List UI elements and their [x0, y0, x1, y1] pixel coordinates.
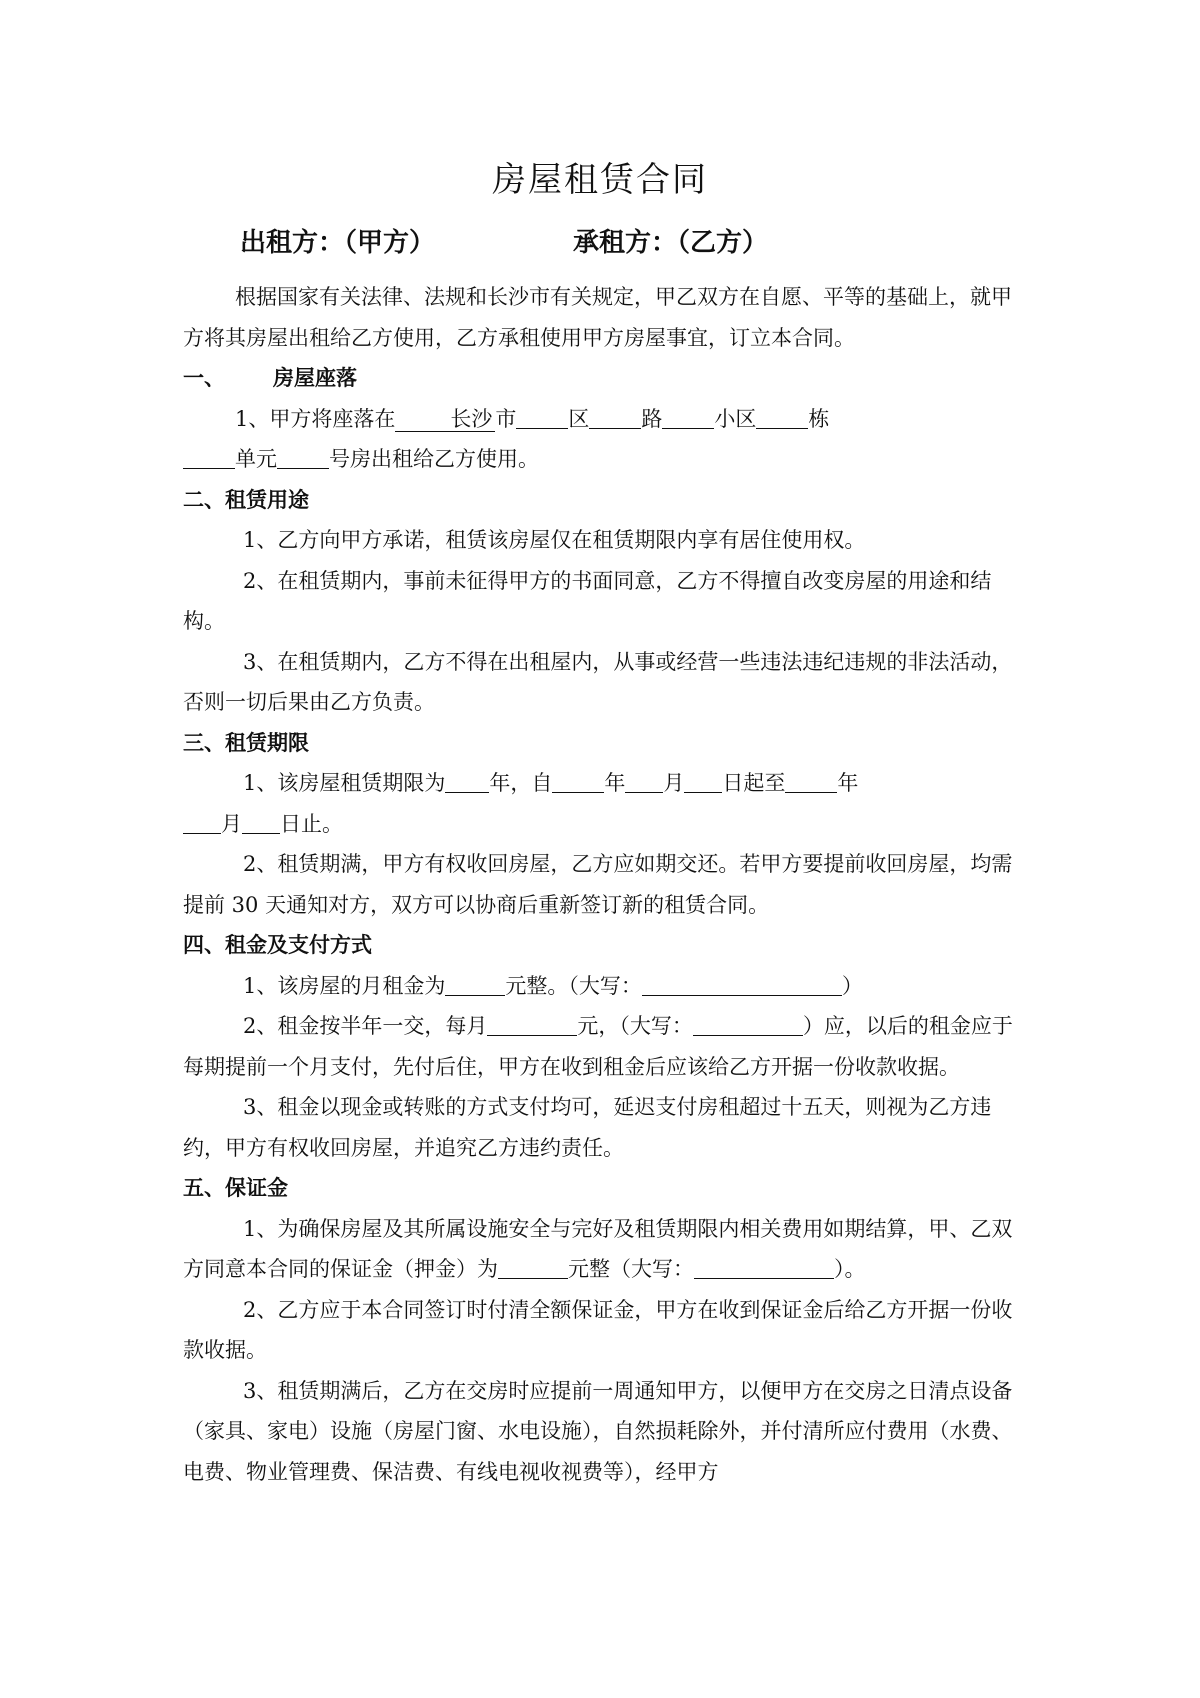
clause-text: 号房出租给乙方使用。 [329, 447, 539, 471]
start-year-blank [552, 771, 604, 793]
clause-text: ）应，以后的租金应于每期提前一个月支付，先付后住，甲方在收到租金后应该给乙方开据一份收款收据。 [183, 1014, 1013, 1079]
section-heading-3: 三、租赁期限 [183, 730, 309, 755]
city-field: 长沙 [395, 408, 495, 432]
clause-text: 元整（大写： [568, 1257, 694, 1281]
clause-text: 日止。 [280, 811, 343, 836]
clause-text: 小区 [714, 406, 757, 431]
clause-text: 1、甲方将座落在 [235, 406, 396, 431]
community-blank [756, 407, 808, 429]
building-blank [183, 447, 235, 469]
clause-text: 日起至 [722, 771, 786, 795]
clause-text: 1、该房屋的月租金为 [243, 973, 446, 998]
section-heading-5: 五、保证金 [183, 1176, 288, 1200]
district-blank [516, 407, 568, 429]
clause-4-2 [183, 1006, 1023, 1087]
section-heading-1 [183, 358, 1023, 399]
intro-paragraph: 根据国家有关法律、法规和长沙市有关规定，甲乙双方在自愿、平等的基础上，就甲方将其房屋出租给乙方使用，乙方承租使用甲方房屋事宜，订立本合同。 [183, 285, 1012, 350]
clause-4-1 [183, 966, 1023, 1007]
clause-text: ）。 [834, 1257, 866, 1281]
clause-text: 区 [568, 406, 590, 431]
clause-1-1 [183, 399, 1023, 480]
section-heading-4: 四、租金及支付方式 [183, 933, 372, 957]
clause-text: 年，自 [489, 771, 553, 795]
clause-text: 1、为确保房屋及其所属设施安全与完好及租赁期限内相关费用如期结算，甲、乙双方同意本合同的保证金（押金）为 [183, 1216, 1013, 1281]
rent-in-words-blank [642, 974, 842, 996]
lessee-label: 承租方：（乙方） [573, 228, 769, 258]
clause-text: 月 [221, 811, 242, 836]
clause-text: 元，（大写： [577, 1014, 693, 1038]
section-heading-2: 二、租赁用途 [183, 487, 309, 512]
clause-text: 元整。（大写： [505, 973, 642, 998]
road-number-blank [662, 407, 714, 429]
clause-5-1 [183, 1209, 1023, 1290]
clause-2-1: 1、乙方向甲方承诺，租赁该房屋仅在租赁期限内享有居住使用权。 [243, 528, 866, 552]
clause-5-2: 2、乙方应于本合同签订时付清全额保证金，甲方在收到保证金后给乙方开据一份收款收据。 [183, 1297, 1013, 1362]
deposit-words-blank [694, 1257, 834, 1279]
clause-text: 1、该房屋租赁期限为 [243, 771, 446, 795]
clause-text: 月 [663, 771, 685, 795]
clause-5-3: 3、租赁期满后，乙方在交房时应提前一周通知甲方，以便甲方在交房之日清点设备（家具、家电）设施（房屋门窗、水电设施），自然损耗除外，并付清所应付费用（水费、电费、物业管理费、保洁费、有线电视收视费等），经甲方 [183, 1378, 1013, 1484]
section-1-title: 房屋座落 [273, 366, 357, 390]
start-month-blank [625, 771, 663, 793]
clause-2-2: 2、在租赁期内，事前未征得甲方的书面同意，乙方不得擅自改变房屋的用途和结构。 [183, 568, 992, 633]
document-title: 房屋租赁合同 [492, 160, 708, 200]
clause-text: 年 [837, 771, 859, 795]
clause-text: 路 [641, 406, 663, 431]
contract-body [183, 277, 1023, 1492]
end-year-blank [785, 771, 837, 793]
clause-text: 栋 [808, 406, 830, 431]
clause-text: 单元 [235, 447, 277, 471]
unit-blank [277, 447, 329, 469]
end-month-blank [183, 812, 221, 834]
term-years-blank [445, 771, 489, 793]
clause-text: 市 [495, 406, 517, 431]
parties-line [240, 222, 1040, 262]
road-blank [589, 407, 641, 429]
start-day-blank [684, 771, 722, 793]
deposit-amount-blank [498, 1257, 568, 1279]
lessor-label: 出租方：（甲方） [240, 228, 436, 258]
clause-text: 2、租金按半年一交，每月 [243, 1014, 488, 1038]
section-1-number: 一、 [183, 366, 225, 390]
clause-text: 年 [604, 771, 626, 795]
clause-3-1 [183, 763, 1023, 844]
half-year-rent-words-blank [693, 1014, 803, 1036]
clause-3-2: 2、租赁期满，甲方有权收回房屋，乙方应如期交还。若甲方要提前收回房屋，均需提前 30 天通知对方，双方可以协商后重新签订新的租赁合同。 [183, 852, 1013, 917]
monthly-rent-blank [445, 974, 505, 996]
clause-text: ） [841, 973, 863, 998]
clause-2-3: 3、在租赁期内，乙方不得在出租屋内，从事或经营一些违法违纪违规的非法活动，否则一切后果由乙方负责。 [183, 649, 1013, 714]
end-day-blank [242, 812, 280, 834]
half-year-rent-blank [487, 1014, 577, 1036]
clause-4-3: 3、租金以现金或转账的方式支付均可，延迟支付房租超过十五天，则视为乙方违约，甲方有权收回房屋，并追究乙方违约责任。 [183, 1095, 992, 1160]
